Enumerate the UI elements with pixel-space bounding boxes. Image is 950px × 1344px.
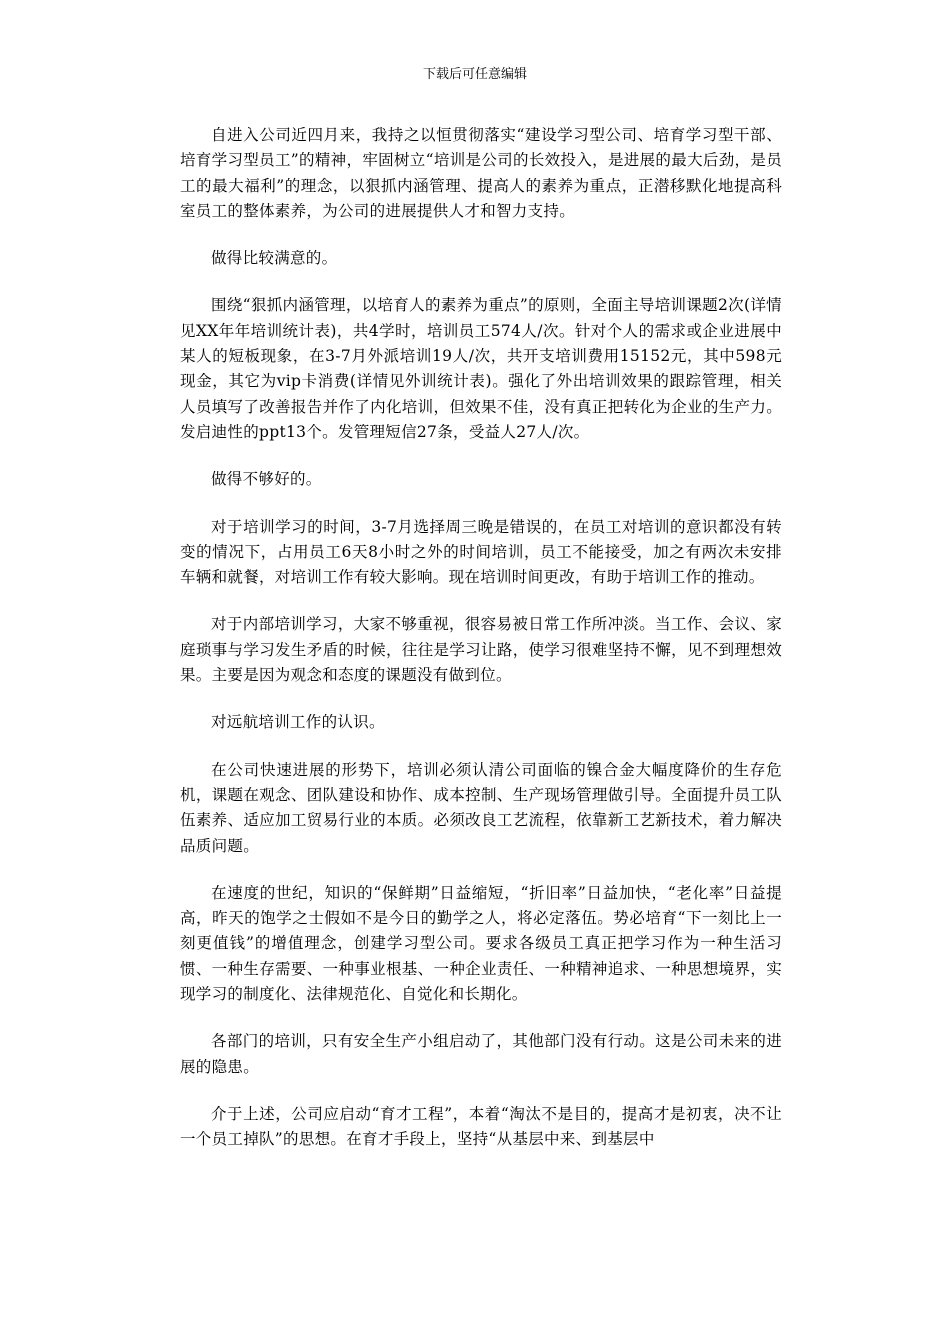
paragraph-training-time: 对于培训学习的时间，3-7月选择周三晚是错误的，在员工对培训的意识都没有转变的情况下，占用员工6天8小时之外的时间培训，员工不能接受，加之有两次未安排车辆和就餐，对培训工作有较大影响。现在培训时间更改，有助于培训工作的推动。 xyxy=(180,517,782,587)
paragraph-achievements: 围绕“狠抓内涵管理，以培育人的素养为重点”的原则，全面主导培训课题2次(详情见XX年年培训统计表)，共4学时，培训员工574人/次。针对个人的需求或企业进展中某人的短板现象，在3-7月外派培训19人/次，共开支培训费用15152元，其中598元现金，其它为vip卡消费(详情见外训统计表)。强化了外出培训效果的跟踪管理，相关人员填写了改善报告并作了内化培训，但效果不佳，没有真正把转化为企业的生产力。发启迪性的ppt13个。发管理短信27条，受益人27人/次。 xyxy=(180,296,782,441)
paragraph-talent-project: 介于上述，公司应启动“育才工程”，本着“淘汰不是目的，提高才是初衷，决不让一个员工掉队”的思想。在育才手段上，坚持“从基层中来、到基层中 xyxy=(180,1104,782,1149)
section-heading-satisfied: 做得比较满意的。 xyxy=(211,249,338,268)
paragraph-learning-organization: 在速度的世纪，知识的“保鲜期”日益缩短，“折旧率”日益加快，“老化率”日益提高，昨天的饱学之士假如不是今日的勤学之人，将必定落伍。势必培育“下一刻比上一刻更值钱”的增值理念，创建学习型公司。要求各级员工真正把学习作为一种生活习惯、一种生存需要、一种事业根基、一种企业责任、一种精神追求、一种思想境界，实现学习的制度化、法律规范化、自觉化和长期化。 xyxy=(180,883,782,1004)
paragraph-rapid-development: 在公司快速进展的形势下，培训必须认清公司面临的镍合金大幅度降价的生存危机，课题在观念、团队建设和协作、成本控制、生产现场管理做引导。全面提升员工队伍素养、适应加工贸易行业的本质。必须改良工艺流程，依靠新工艺新技术，着力解决品质问题。 xyxy=(180,760,782,855)
section-heading-understanding: 对远航培训工作的认识。 xyxy=(211,713,385,732)
paragraph-internal-training: 对于内部培训学习，大家不够重视，很容易被日常工作所冲淡。当工作、会议、家庭琐事与学习发生矛盾的时候，往往是学习让路，使学习很难坚持不懈，见不到理想效果。主要是因为观念和态度的课题没有做到位。 xyxy=(180,615,782,685)
section-heading-shortcomings: 做得不够好的。 xyxy=(211,470,322,489)
paragraph-intro: 自进入公司近四月来，我持之以恒贯彻落实“建设学习型公司、培育学习型干部、培育学习型员工”的精神，牢固树立“培训是公司的长效投入，是进展的最大后劲，是员工的最大福利”的理念，以狠抓内涵管理、提高人的素养为重点，正潜移默化地提高科室员工的整体素养，为公司的进展提供人才和智力支持。 xyxy=(180,126,782,220)
page-header-note: 下载后可任意编辑 xyxy=(422,67,527,82)
document-body xyxy=(180,123,782,1175)
paragraph-department-training: 各部门的培训，只有安全生产小组启动了，其他部门没有行动。这是公司未来的进展的隐患。 xyxy=(180,1032,782,1076)
